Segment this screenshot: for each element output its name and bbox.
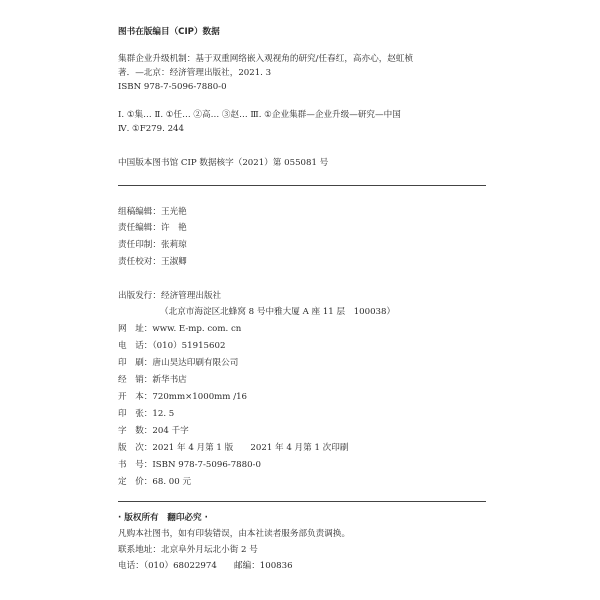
detail-row: [118, 409, 174, 420]
detail-row: [118, 443, 348, 454]
cip-library-number: 中国版本图书馆 CIP 数据核字（2021）第 055081 号: [118, 158, 329, 168]
detail-value: 68. 00 元: [152, 477, 192, 487]
editor-row: [118, 257, 187, 268]
detail-label: 书 号：: [118, 460, 153, 470]
detail-row: [118, 358, 238, 369]
contact-phone: 电话：（010）68022974 邮编：100836: [118, 561, 293, 571]
detail-label: 版 次：: [118, 443, 153, 453]
detail-row: [118, 375, 187, 386]
detail-label: 印 刷：: [118, 358, 153, 368]
detail-value: 新华书店: [152, 375, 187, 385]
detail-row: [118, 426, 189, 437]
detail-value: www. E-mp. com. cn: [152, 324, 242, 334]
detail-label: 定 价：: [118, 477, 153, 487]
divider-bottom: [118, 501, 486, 502]
editor-label: 责任印制：: [118, 240, 161, 250]
divider-top: [118, 185, 486, 186]
editor-row: [118, 240, 187, 251]
contact-address: 联系地址：北京阜外月坛北小街 2 号: [118, 545, 258, 555]
editor-label: 责任编辑：: [118, 223, 161, 233]
editor-row: [118, 223, 187, 234]
editor-row: [118, 207, 187, 218]
editor-value: 王淑卿: [160, 257, 187, 267]
detail-value: 204 千字: [152, 426, 189, 436]
rights-reserved: · 版权所有 翻印必究 ·: [118, 513, 208, 523]
cip-isbn: ISBN 978-7-5096-7880-0: [118, 82, 227, 92]
cip-description-line2: 著．—北京：经济管理出版社，2021. 3: [118, 68, 272, 78]
detail-value: 2021 年 4 月第 1 版 2021 年 4 月第 1 次印刷: [152, 443, 349, 453]
detail-label: 印 张：: [118, 409, 153, 419]
publisher-address: （北京市海淀区北蜂窝 8 号中雅大厦 A 座 11 层 100038）: [160, 307, 396, 317]
detail-label: 字 数：: [118, 426, 153, 436]
detail-row: [118, 392, 247, 403]
detail-value: 12. 5: [152, 409, 175, 419]
detail-row: [118, 477, 191, 488]
publisher-name: 经济管理出版社: [160, 291, 222, 301]
detail-row: [118, 341, 225, 352]
return-notice: 凡购本社图书，如有印装错误，由本社读者服务部负责调换。: [118, 529, 351, 539]
editor-label: 责任校对：: [118, 257, 161, 267]
detail-row: [118, 324, 241, 335]
editor-value: 王光艳: [160, 207, 187, 217]
publisher-row: [118, 291, 221, 302]
editor-value: 许 艳: [160, 223, 187, 233]
editor-label: 组稿编辑：: [118, 207, 161, 217]
cip-heading: 图书在版编目（CIP）数据: [118, 27, 220, 37]
cip-subject-line1: Ⅰ. ①集… Ⅱ. ①任… ②高… ③赵… Ⅲ. ①企业集群—企业升级—研究—中国: [118, 110, 401, 120]
detail-row: [118, 460, 261, 471]
detail-value: 720mm×1000mm /16: [152, 392, 248, 402]
publisher-label: 出版发行：: [118, 291, 161, 301]
detail-value: 唐山昊达印刷有限公司: [152, 358, 239, 368]
editor-value: 张莉琼: [160, 240, 187, 250]
detail-label: 网 址：: [118, 324, 153, 334]
cip-description-line1: 集群企业升级机制：基于双重网络嵌入观视角的研究/任春红，高亦心，赵虹桢: [118, 54, 414, 64]
detail-value: ISBN 978-7-5096-7880-0: [152, 460, 261, 470]
detail-value: （010）51915602: [152, 341, 226, 351]
detail-label: 经 销：: [118, 375, 153, 385]
cip-subject-line2: Ⅳ. ①F279. 244: [118, 124, 184, 134]
detail-label: 开 本：: [118, 392, 153, 402]
detail-label: 电 话：: [118, 341, 153, 351]
